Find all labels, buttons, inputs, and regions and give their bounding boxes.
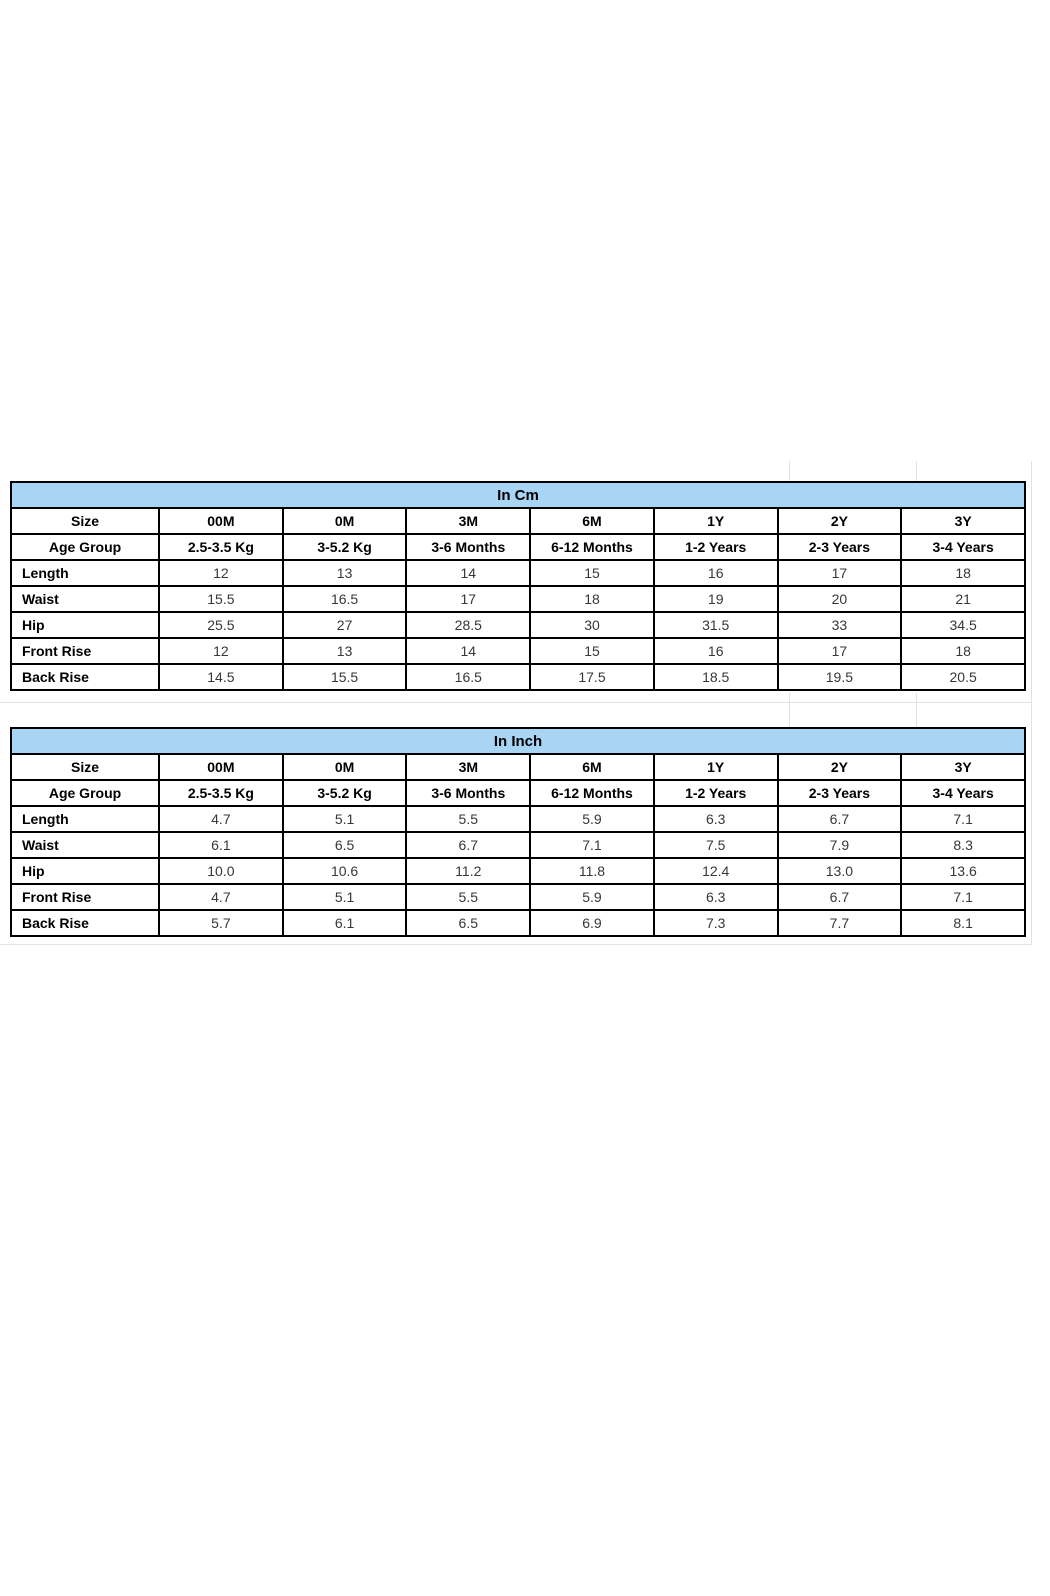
value-cell: 14 xyxy=(406,560,530,586)
table-row xyxy=(11,612,1025,638)
table-title: In Cm xyxy=(11,482,1025,508)
value-cell: 6.3 xyxy=(654,884,778,910)
header-value-cell: 6-12 Months xyxy=(530,780,654,806)
header-value-cell: 1Y xyxy=(654,754,778,780)
header-value-cell: 00M xyxy=(159,754,283,780)
header-value-cell: 3-4 Years xyxy=(901,780,1025,806)
value-cell: 34.5 xyxy=(901,612,1025,638)
value-cell: 16 xyxy=(654,560,778,586)
value-cell: 6.7 xyxy=(778,884,902,910)
header-value-cell: 3-6 Months xyxy=(406,780,530,806)
row-label: Length xyxy=(11,560,159,586)
value-cell: 21 xyxy=(901,586,1025,612)
value-cell: 5.9 xyxy=(530,884,654,910)
gridline-artifact xyxy=(789,693,790,727)
header-value-cell: 6-12 Months xyxy=(530,534,654,560)
value-cell: 11.8 xyxy=(530,858,654,884)
size-table-cm-body xyxy=(11,482,1025,690)
value-cell: 18 xyxy=(901,638,1025,664)
value-cell: 7.9 xyxy=(778,832,902,858)
header-value-cell: 3M xyxy=(406,508,530,534)
value-cell: 6.5 xyxy=(406,910,530,936)
header-value-cell: 1-2 Years xyxy=(654,534,778,560)
value-cell: 13.0 xyxy=(778,858,902,884)
value-cell: 15 xyxy=(530,638,654,664)
value-cell: 14.5 xyxy=(159,664,283,690)
header-row xyxy=(11,754,1025,780)
value-cell: 8.1 xyxy=(901,910,1025,936)
header-row xyxy=(11,780,1025,806)
value-cell: 6.5 xyxy=(283,832,407,858)
header-value-cell: 3-5.2 Kg xyxy=(283,780,407,806)
header-value-cell: 1-2 Years xyxy=(654,780,778,806)
value-cell: 25.5 xyxy=(159,612,283,638)
table-row xyxy=(11,664,1025,690)
header-label-cell: Size xyxy=(11,754,159,780)
row-label: Length xyxy=(11,806,159,832)
value-cell: 31.5 xyxy=(654,612,778,638)
gridline-artifact xyxy=(916,693,917,727)
header-label-cell: Age Group xyxy=(11,534,159,560)
header-value-cell: 3Y xyxy=(901,754,1025,780)
table-row xyxy=(11,560,1025,586)
value-cell: 6.1 xyxy=(159,832,283,858)
value-cell: 13 xyxy=(283,638,407,664)
value-cell: 6.9 xyxy=(530,910,654,936)
header-value-cell: 3-6 Months xyxy=(406,534,530,560)
value-cell: 20.5 xyxy=(901,664,1025,690)
table-row xyxy=(11,586,1025,612)
value-cell: 20 xyxy=(778,586,902,612)
header-value-cell: 0M xyxy=(283,754,407,780)
value-cell: 7.1 xyxy=(901,884,1025,910)
value-cell: 17 xyxy=(778,560,902,586)
header-value-cell: 6M xyxy=(530,754,654,780)
row-label: Front Rise xyxy=(11,884,159,910)
value-cell: 16 xyxy=(654,638,778,664)
value-cell: 11.2 xyxy=(406,858,530,884)
value-cell: 16.5 xyxy=(406,664,530,690)
value-cell: 13 xyxy=(283,560,407,586)
header-value-cell: 3Y xyxy=(901,508,1025,534)
row-label: Back Rise xyxy=(11,664,159,690)
header-value-cell: 2-3 Years xyxy=(778,534,902,560)
table-title-row xyxy=(11,482,1025,508)
table-row xyxy=(11,638,1025,664)
row-label: Hip xyxy=(11,612,159,638)
value-cell: 19.5 xyxy=(778,664,902,690)
value-cell: 5.9 xyxy=(530,806,654,832)
value-cell: 5.5 xyxy=(406,806,530,832)
value-cell: 10.0 xyxy=(159,858,283,884)
value-cell: 19 xyxy=(654,586,778,612)
value-cell: 15.5 xyxy=(283,664,407,690)
header-row xyxy=(11,508,1025,534)
value-cell: 7.7 xyxy=(778,910,902,936)
header-value-cell: 2.5-3.5 Kg xyxy=(159,534,283,560)
table-row xyxy=(11,858,1025,884)
gridline-artifact xyxy=(0,702,1032,703)
row-label: Hip xyxy=(11,858,159,884)
value-cell: 16.5 xyxy=(283,586,407,612)
value-cell: 7.5 xyxy=(654,832,778,858)
header-value-cell: 3-4 Years xyxy=(901,534,1025,560)
header-value-cell: 3M xyxy=(406,754,530,780)
value-cell: 5.1 xyxy=(283,884,407,910)
value-cell: 5.5 xyxy=(406,884,530,910)
gridline-artifact xyxy=(1031,461,1032,944)
value-cell: 27 xyxy=(283,612,407,638)
value-cell: 33 xyxy=(778,612,902,638)
header-value-cell: 6M xyxy=(530,508,654,534)
row-label: Waist xyxy=(11,832,159,858)
header-value-cell: 2Y xyxy=(778,754,902,780)
value-cell: 8.3 xyxy=(901,832,1025,858)
table-title-row xyxy=(11,728,1025,754)
value-cell: 12.4 xyxy=(654,858,778,884)
header-value-cell: 2.5-3.5 Kg xyxy=(159,780,283,806)
header-value-cell: 0M xyxy=(283,508,407,534)
row-label: Waist xyxy=(11,586,159,612)
value-cell: 15 xyxy=(530,560,654,586)
row-label: Front Rise xyxy=(11,638,159,664)
header-row xyxy=(11,534,1025,560)
table-row xyxy=(11,832,1025,858)
size-table-inch-body xyxy=(11,728,1025,936)
value-cell: 28.5 xyxy=(406,612,530,638)
header-label-cell: Age Group xyxy=(11,780,159,806)
row-label: Back Rise xyxy=(11,910,159,936)
size-table-cm xyxy=(10,481,1026,691)
value-cell: 6.7 xyxy=(406,832,530,858)
value-cell: 5.1 xyxy=(283,806,407,832)
value-cell: 12 xyxy=(159,638,283,664)
header-value-cell: 00M xyxy=(159,508,283,534)
value-cell: 7.1 xyxy=(530,832,654,858)
gridline-artifact xyxy=(789,461,790,481)
value-cell: 6.1 xyxy=(283,910,407,936)
header-value-cell: 3-5.2 Kg xyxy=(283,534,407,560)
value-cell: 4.7 xyxy=(159,884,283,910)
table-row xyxy=(11,806,1025,832)
value-cell: 17.5 xyxy=(530,664,654,690)
value-cell: 30 xyxy=(530,612,654,638)
value-cell: 4.7 xyxy=(159,806,283,832)
table-row xyxy=(11,910,1025,936)
header-value-cell: 2-3 Years xyxy=(778,780,902,806)
value-cell: 5.7 xyxy=(159,910,283,936)
header-value-cell: 1Y xyxy=(654,508,778,534)
value-cell: 14 xyxy=(406,638,530,664)
table-title: In Inch xyxy=(11,728,1025,754)
header-value-cell: 2Y xyxy=(778,508,902,534)
value-cell: 18 xyxy=(530,586,654,612)
header-label-cell: Size xyxy=(11,508,159,534)
gridline-artifact xyxy=(0,944,1032,945)
value-cell: 17 xyxy=(778,638,902,664)
table-row xyxy=(11,884,1025,910)
value-cell: 18 xyxy=(901,560,1025,586)
value-cell: 6.3 xyxy=(654,806,778,832)
value-cell: 15.5 xyxy=(159,586,283,612)
gridline-artifact xyxy=(916,461,917,481)
value-cell: 17 xyxy=(406,586,530,612)
value-cell: 13.6 xyxy=(901,858,1025,884)
value-cell: 18.5 xyxy=(654,664,778,690)
value-cell: 6.7 xyxy=(778,806,902,832)
value-cell: 12 xyxy=(159,560,283,586)
value-cell: 7.3 xyxy=(654,910,778,936)
value-cell: 10.6 xyxy=(283,858,407,884)
size-table-inch xyxy=(10,727,1026,937)
value-cell: 7.1 xyxy=(901,806,1025,832)
